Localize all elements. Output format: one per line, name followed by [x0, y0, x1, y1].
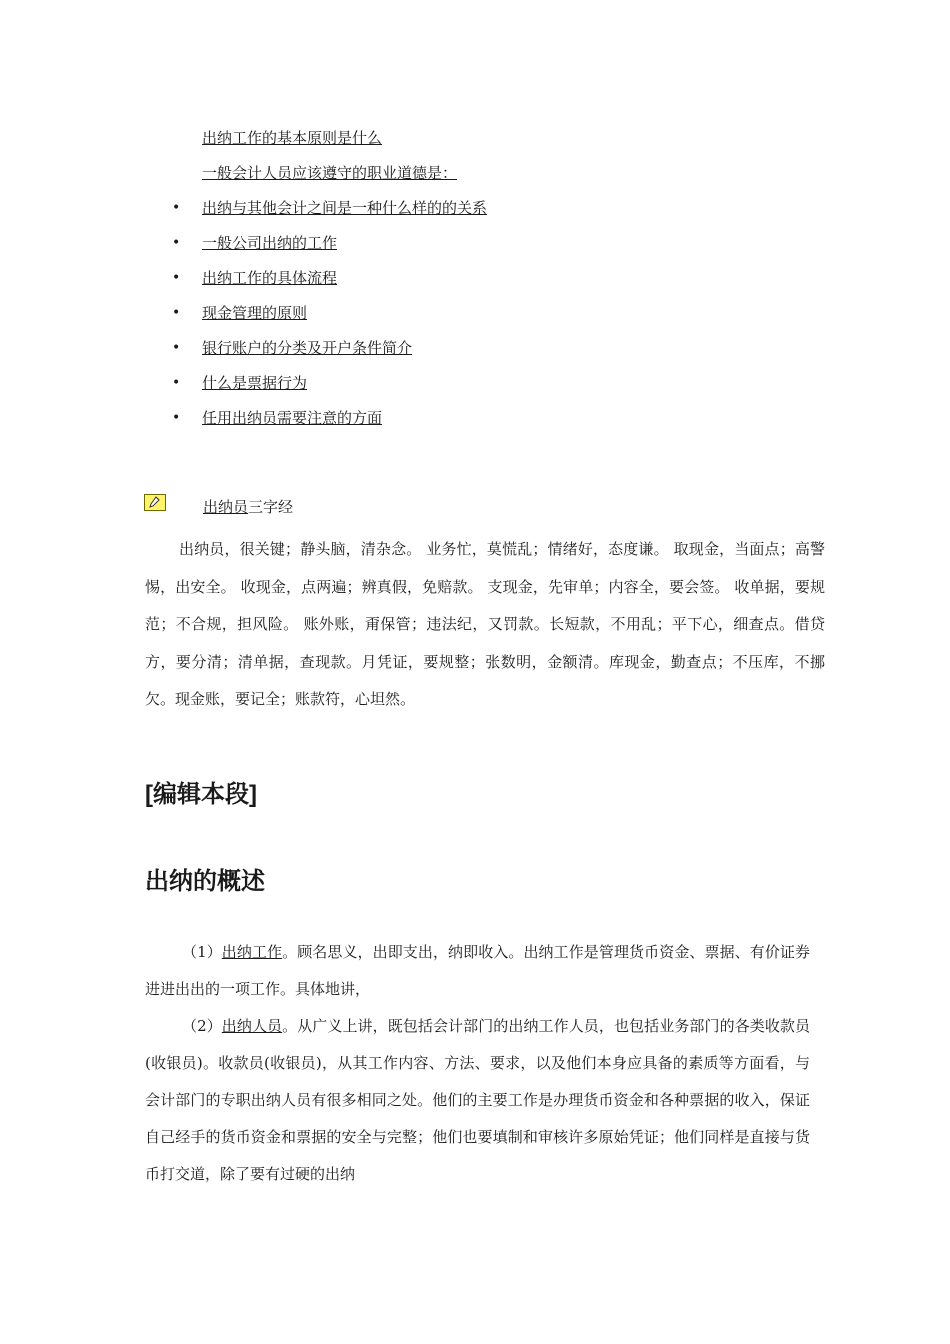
edit-section-link[interactable]: [编辑本段]: [145, 781, 257, 808]
toc-link-item[interactable]: 出纳与其他会计之间是一种什么样的的关系: [202, 199, 488, 217]
bullet-icon: •: [172, 235, 181, 251]
paragraph-2: [145, 1008, 810, 1193]
bullet-icon: •: [172, 410, 181, 426]
toc-link-item[interactable]: 任用出纳员需要注意的方面: [202, 409, 383, 427]
toc-link-item[interactable]: 现金管理的原则: [202, 304, 308, 322]
p2-prefix: （2）: [182, 1017, 222, 1035]
toc-link-item[interactable]: 一般公司出纳的工作: [202, 234, 338, 252]
toc-link-item[interactable]: 什么是票据行为: [202, 374, 308, 392]
toc-link-professional-ethics[interactable]: 一般会计人员应该遵守的职业道德是：: [202, 164, 458, 182]
toc-link-item[interactable]: 银行账户的分类及开户条件简介: [202, 339, 413, 357]
p1-prefix: （1）: [182, 943, 222, 961]
poem-body: [145, 531, 825, 719]
bullet-icon: •: [172, 305, 181, 321]
cashier-staff-link[interactable]: 出纳人员: [221, 1017, 283, 1035]
toc-link-item[interactable]: 出纳工作的具体流程: [202, 269, 338, 287]
poem-title-rest: 三字经: [248, 498, 294, 516]
bullet-icon: •: [172, 270, 181, 286]
section-title: 出纳的概述: [145, 868, 265, 895]
bullet-icon: •: [172, 375, 181, 391]
bullet-icon: •: [172, 340, 181, 356]
paragraph-1: [145, 934, 810, 1008]
bullet-icon: •: [172, 200, 181, 216]
p2-text: 。从广义上讲，既包括会计部门的出纳工作人员，也包括业务部门的各类收款员(收银员)。收款员(收银员)，从其工作内容、方法、要求，以及他们本身应具备的素质等方面看，与会计部门的专职出纳人员有很多相同之处。他们的主要工作是办理货币资金和各种票据的收入，保证自己经手的货币资金和票据的安全与完整；他们也要填制和审核许多原始凭证；他们同样是直接与货币打交道，除了要有过硬的出纳: [145, 1017, 810, 1183]
toc-link-basic-principles[interactable]: 出纳工作的基本原则是什么: [202, 129, 383, 147]
note-edit-icon: [144, 494, 166, 511]
cashier-work-link[interactable]: 出纳工作: [221, 943, 283, 961]
poem-text: 出纳员，很关键；静头脑，清杂念。 业务忙，莫慌乱；情绪好，态度谦。 取现金，当面点；高警惕，出安全。 收现金，点两遍；辨真假，免赔款。 支现金，先审单；内容全，要会签。 收单据，要规范；不合规，担风险。 账外账，甭保管；违法纪，又罚款。长短款，不用乱；平下心，细查点。借贷方，要分清；清单据，查现款。月凭证，要规整；张数明，金额清。库现金，勤查点；不压库，不挪欠。现金账，要记全；账款符，心坦然。: [145, 540, 825, 708]
poem-title: [203, 497, 293, 517]
poem-title-link[interactable]: 出纳员: [203, 498, 249, 516]
p1-text: 。顾名思义，出即支出，纳即收入。出纳工作是管理货币资金、票据、有价证券进进出出的一项工作。具体地讲，: [145, 943, 810, 998]
